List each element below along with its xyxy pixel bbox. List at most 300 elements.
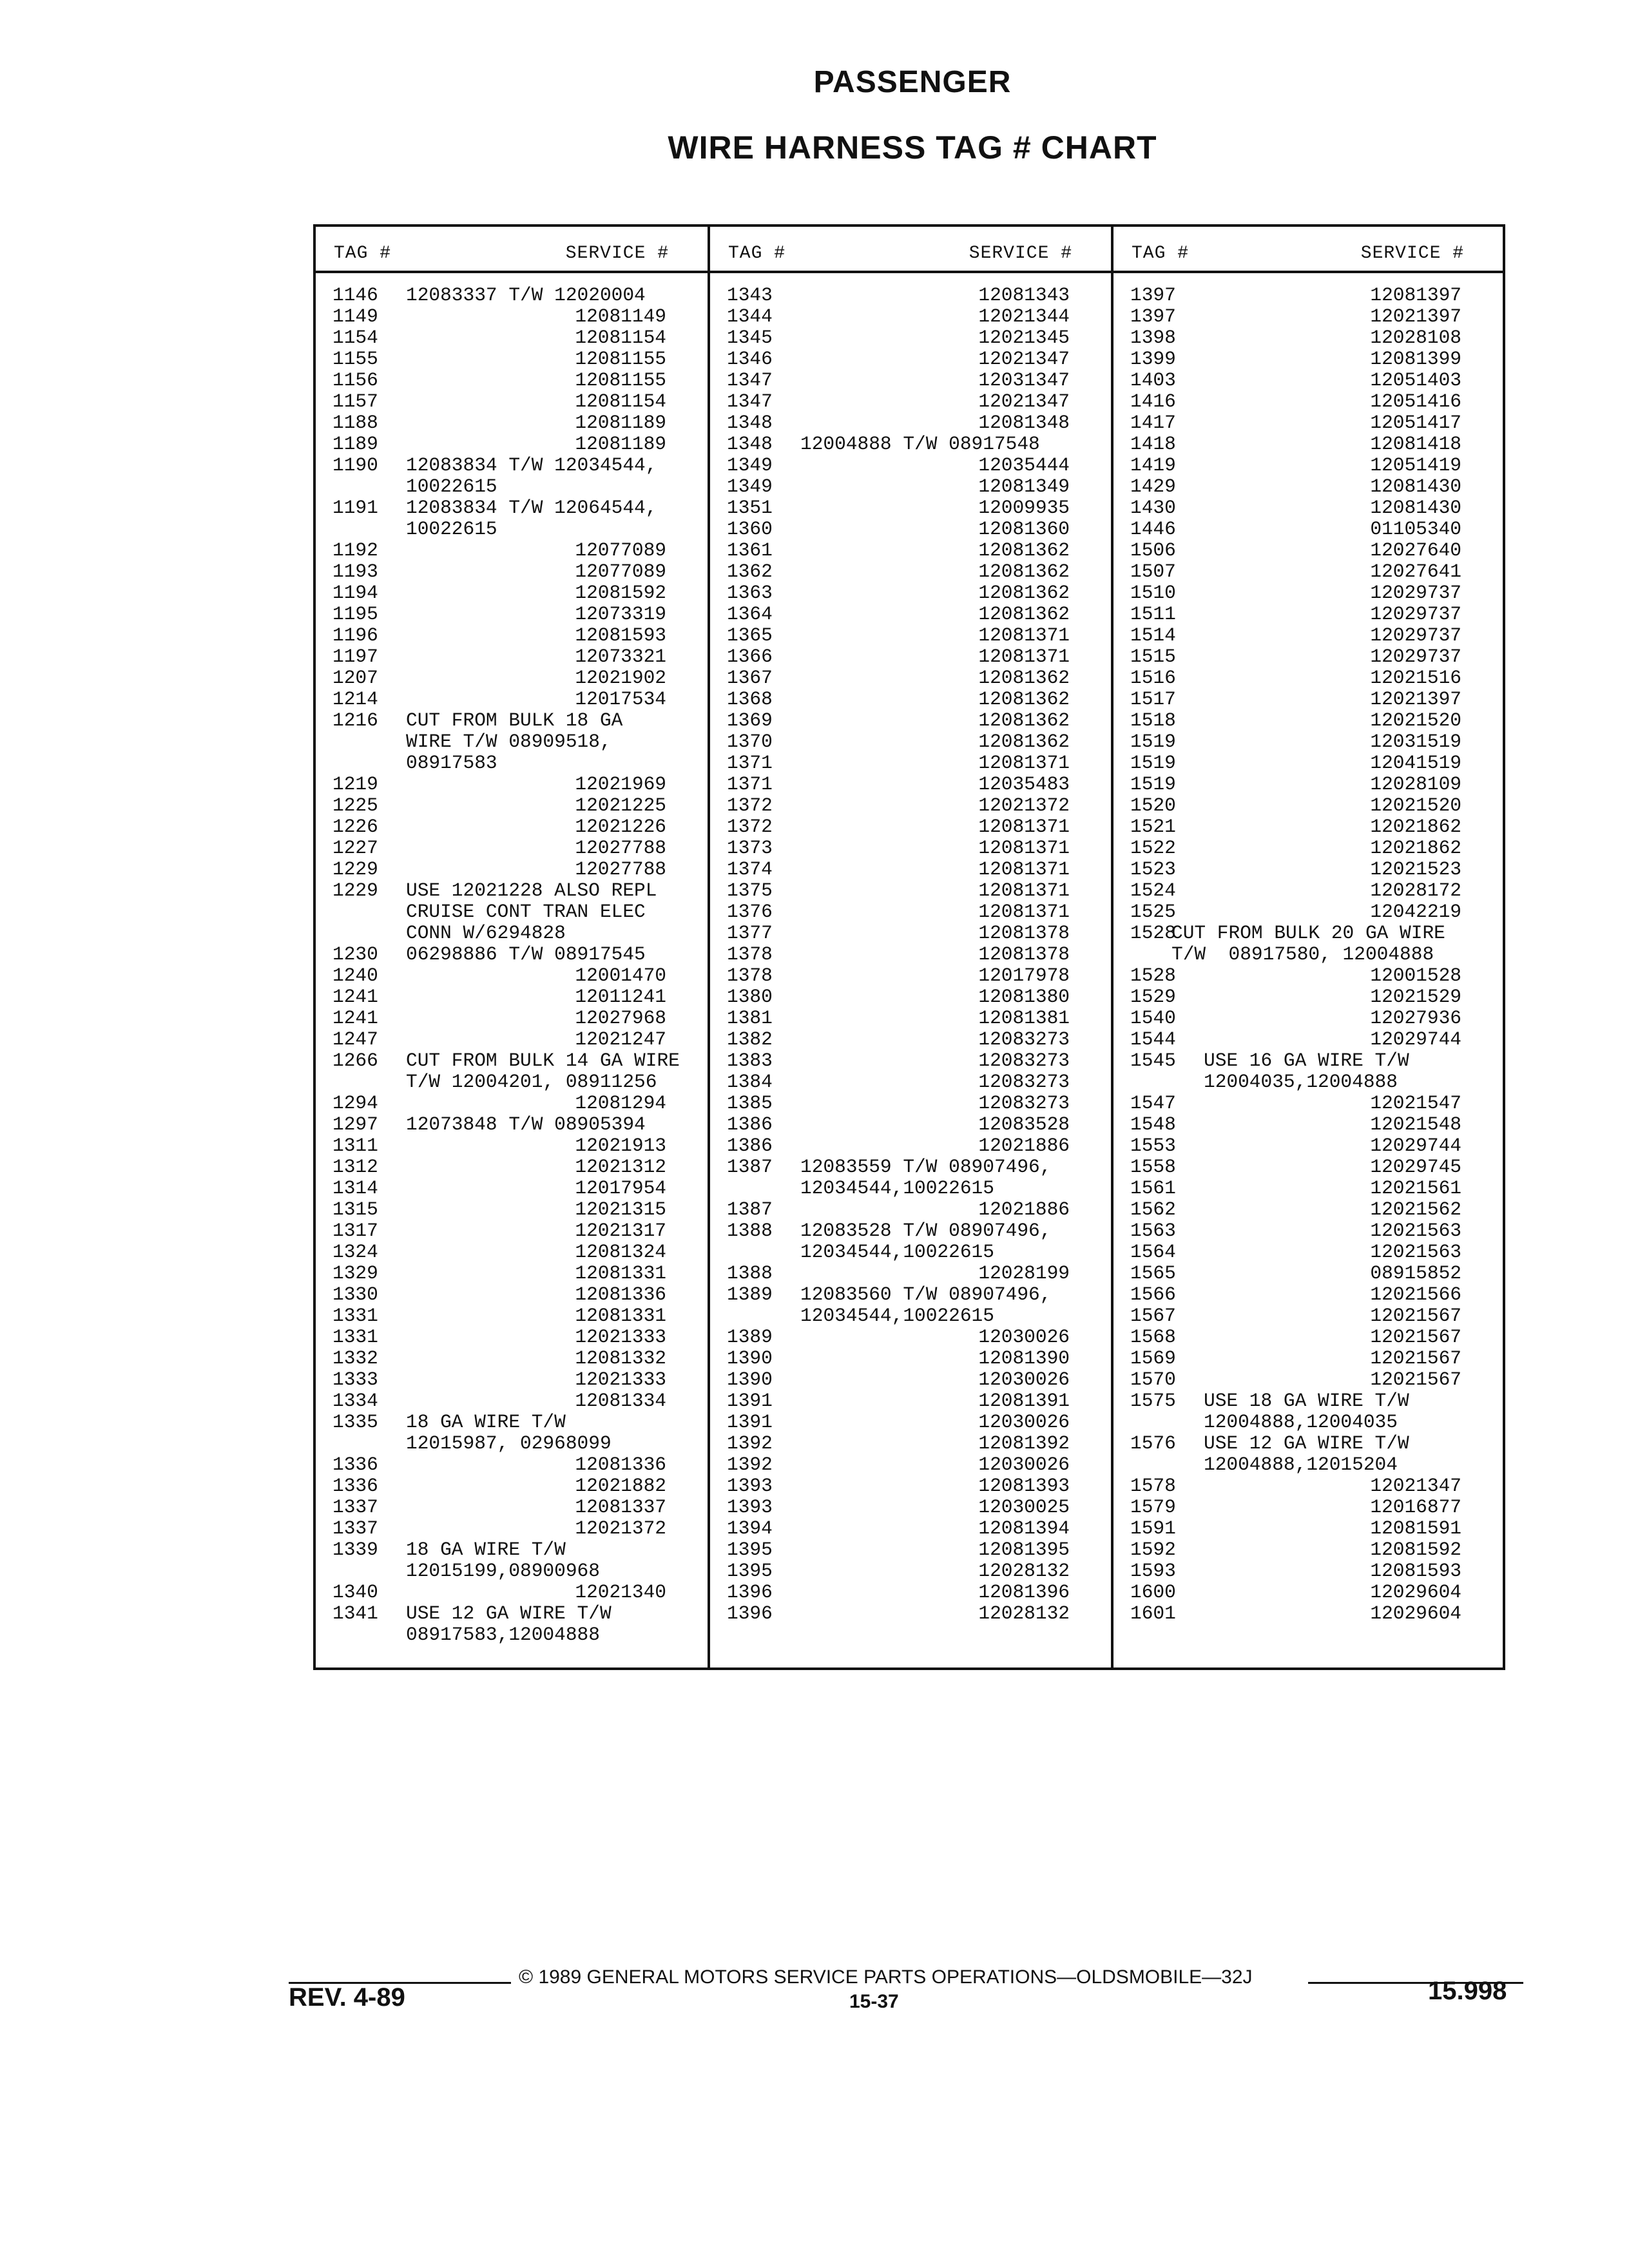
table-row [1113, 816, 1503, 838]
service-number: 12021523 [1370, 858, 1461, 880]
tag-number: 1446 [1130, 518, 1176, 540]
tag-number: 1315 [333, 1198, 378, 1220]
table-row [1113, 327, 1503, 349]
tag-number: 1540 [1130, 1007, 1176, 1029]
table-row [1113, 604, 1503, 625]
tag-number: 1506 [1130, 539, 1176, 561]
tag-number: 1570 [1130, 1369, 1176, 1390]
service-number: 12021333 [575, 1369, 666, 1390]
tag-number: 1510 [1130, 582, 1176, 604]
tag-number: 1579 [1130, 1496, 1176, 1518]
service-number: 12001528 [1370, 965, 1461, 986]
table-row [710, 1348, 1111, 1369]
tag-number: 1568 [1130, 1326, 1176, 1348]
tag-number: 1227 [333, 837, 378, 859]
tag-number: 1360 [727, 518, 773, 540]
service-number: 12081371 [978, 837, 1070, 859]
table-row [1113, 1433, 1503, 1454]
service-number: 12021561 [1370, 1177, 1461, 1199]
service-number: 12081189 [575, 433, 666, 455]
service-number: 12081362 [978, 582, 1070, 604]
tag-number: 1395 [727, 1560, 773, 1582]
table-row [710, 519, 1111, 540]
tag-number: 1241 [333, 1007, 378, 1029]
table-row [1113, 1305, 1503, 1327]
table-row [710, 731, 1111, 753]
tag-number: 1378 [727, 965, 773, 986]
table-row [710, 1539, 1111, 1561]
table-row [1113, 774, 1503, 795]
tag-number: 1146 [333, 284, 378, 306]
tag-number: 1525 [1130, 901, 1176, 923]
service-note: 12083337 T/W 12020004 [406, 284, 646, 306]
table-row [710, 923, 1111, 944]
table-row [316, 625, 708, 646]
tag-number: 1380 [727, 986, 773, 1008]
tag-number: 1519 [1130, 773, 1176, 795]
table-row [1113, 1582, 1503, 1603]
table-row [316, 476, 708, 497]
service-number: 12081362 [978, 667, 1070, 689]
service-note: 10022615 [406, 518, 497, 540]
table-row [710, 1433, 1111, 1454]
service-number: 12021529 [1370, 986, 1461, 1008]
service-note: 10022615 [406, 476, 497, 497]
service-number: 12021862 [1370, 837, 1461, 859]
service-number: 12081336 [575, 1454, 666, 1475]
table-row [710, 540, 1111, 561]
tag-number: 1563 [1130, 1220, 1176, 1242]
tag-number: 1369 [727, 709, 773, 731]
service-number: 12017978 [978, 965, 1070, 986]
tag-number: 1229 [333, 858, 378, 880]
service-number: 12029745 [1370, 1156, 1461, 1178]
tag-number: 1518 [1130, 709, 1176, 731]
tag-number: 1344 [727, 305, 773, 327]
service-note: 12083528 T/W 08907496, [800, 1220, 1052, 1242]
table-row [710, 1114, 1111, 1135]
service-note: 18 GA WIRE T/W [406, 1411, 566, 1433]
table-row [1113, 1157, 1503, 1178]
table-row [316, 1327, 708, 1348]
service-number: 12021969 [575, 773, 666, 795]
service-number: 12077089 [575, 539, 666, 561]
service-number: 12028132 [978, 1602, 1070, 1624]
table-row [1113, 859, 1503, 880]
table-row [710, 1263, 1111, 1284]
table-row [710, 774, 1111, 795]
tag-number: 1341 [333, 1602, 378, 1624]
tag-number: 1346 [727, 348, 773, 370]
service-number: 12073319 [575, 603, 666, 625]
tag-number: 1195 [333, 603, 378, 625]
tag-number: 1575 [1130, 1390, 1176, 1412]
table-row [1113, 795, 1503, 816]
service-number: 12028108 [1370, 327, 1461, 349]
tag-number: 1562 [1130, 1198, 1176, 1220]
service-number: 12081154 [575, 390, 666, 412]
tag-number: 1336 [333, 1454, 378, 1475]
service-number: 12021372 [575, 1517, 666, 1539]
tag-number: 1335 [333, 1411, 378, 1433]
table-row [316, 1624, 708, 1646]
tag-number: 1377 [727, 922, 773, 944]
table-row [316, 668, 708, 689]
service-number: 12021315 [575, 1198, 666, 1220]
service-number: 12081154 [575, 327, 666, 349]
service-number: 12081362 [978, 709, 1070, 731]
service-note: 12083834 T/W 12064544, [406, 497, 657, 519]
tag-number: 1395 [727, 1539, 773, 1561]
table-row [316, 1582, 708, 1603]
tag-number: 1566 [1130, 1283, 1176, 1305]
tag-number: 1336 [333, 1475, 378, 1497]
table-row [710, 1561, 1111, 1582]
service-number: 12021520 [1370, 709, 1461, 731]
service-number: 12081399 [1370, 348, 1461, 370]
service-number: 12021340 [575, 1581, 666, 1603]
service-number: 12021567 [1370, 1326, 1461, 1348]
service-number: 12021317 [575, 1220, 666, 1242]
table-row [710, 306, 1111, 327]
service-number: 12028199 [978, 1262, 1070, 1284]
table-row [316, 1072, 708, 1093]
service-number: 12021347 [978, 348, 1070, 370]
table-row [710, 1390, 1111, 1412]
table-row [316, 455, 708, 476]
service-number: 12027640 [1370, 539, 1461, 561]
tag-number: 1214 [333, 688, 378, 710]
service-number: 12081418 [1370, 433, 1461, 455]
table-row [316, 1412, 708, 1433]
table-row [316, 1135, 708, 1157]
service-note: 08917583 [406, 752, 497, 774]
table-row [316, 753, 708, 774]
header-service: SERVICE # [969, 244, 1072, 264]
tag-number: 1403 [1130, 369, 1176, 391]
service-number: 12081349 [978, 476, 1070, 497]
table-row [1113, 731, 1503, 753]
service-note: 12004888,12004035 [1204, 1411, 1398, 1433]
table-row [710, 1475, 1111, 1497]
service-note: CUT FROM BULK 14 GA WIRE [406, 1050, 680, 1072]
service-number: 12021397 [1370, 305, 1461, 327]
table-row [316, 880, 708, 901]
tag-number: 1430 [1130, 497, 1176, 519]
table-row [710, 349, 1111, 370]
table-row [316, 944, 708, 965]
tag-number: 1230 [333, 943, 378, 965]
service-number: 12021567 [1370, 1347, 1461, 1369]
tag-number: 1372 [727, 794, 773, 816]
service-number: 12021563 [1370, 1220, 1461, 1242]
service-number: 12021562 [1370, 1198, 1461, 1220]
table-row [316, 901, 708, 923]
table-row [710, 625, 1111, 646]
service-number: 12021567 [1370, 1305, 1461, 1327]
table-row [316, 646, 708, 668]
service-number: 12081394 [978, 1517, 1070, 1539]
table-row [710, 859, 1111, 880]
footer-section-number: 15.998 [1428, 1977, 1507, 2005]
tag-number: 1219 [333, 773, 378, 795]
table-row [316, 1220, 708, 1242]
tag-number: 1229 [333, 879, 378, 901]
table-row [316, 1433, 708, 1454]
table-row [316, 1390, 708, 1412]
tag-number: 1225 [333, 794, 378, 816]
service-number: 12028172 [1370, 879, 1461, 901]
service-number: 12081430 [1370, 476, 1461, 497]
table-row [710, 497, 1111, 519]
table-row [1113, 1539, 1503, 1561]
table-row [1113, 1369, 1503, 1390]
tag-number: 1317 [333, 1220, 378, 1242]
table-row [1113, 1093, 1503, 1114]
table-row [710, 604, 1111, 625]
service-number: 12081343 [978, 284, 1070, 306]
table-row [1113, 1603, 1503, 1624]
table-row [710, 1008, 1111, 1029]
service-number: 12083273 [978, 1050, 1070, 1072]
tag-number: 1191 [333, 497, 378, 519]
service-number: 12081371 [978, 752, 1070, 774]
table-row [1113, 986, 1503, 1008]
tag-number: 1349 [727, 454, 773, 476]
tag-number: 1366 [727, 646, 773, 668]
tag-number: 1382 [727, 1028, 773, 1050]
service-number: 12030026 [978, 1369, 1070, 1390]
tag-number: 1391 [727, 1411, 773, 1433]
service-note: 06298886 T/W 08917545 [406, 943, 646, 965]
tag-number: 1416 [1130, 390, 1176, 412]
table-row [710, 1603, 1111, 1624]
table-row [316, 412, 708, 434]
tag-number: 1362 [727, 561, 773, 582]
footer-revision: REV. 4-89 [289, 1983, 405, 2012]
table-row [316, 1539, 708, 1561]
table-row [710, 1093, 1111, 1114]
service-number: 12081378 [978, 922, 1070, 944]
tag-number: 1334 [333, 1390, 378, 1412]
table-row [316, 1475, 708, 1497]
table-row [1113, 1220, 1503, 1242]
service-number: 12083273 [978, 1092, 1070, 1114]
header-tag: TAG # [334, 244, 392, 264]
table-row [316, 391, 708, 412]
table-row [1113, 476, 1503, 497]
table-row [316, 1199, 708, 1220]
table-row [710, 710, 1111, 731]
tag-number: 1157 [333, 390, 378, 412]
service-note: USE 12021228 ALSO REPL [406, 879, 657, 901]
service-number: 12021547 [1370, 1092, 1461, 1114]
table-row [316, 306, 708, 327]
table-row [710, 1518, 1111, 1539]
tag-number: 1331 [333, 1305, 378, 1327]
service-number: 12081324 [575, 1241, 666, 1263]
tag-number: 1592 [1130, 1539, 1176, 1561]
service-number: 12081371 [978, 816, 1070, 838]
tag-number: 1519 [1130, 731, 1176, 753]
column-rows [1113, 273, 1503, 1624]
service-number: 12081593 [575, 624, 666, 646]
tag-number: 1376 [727, 901, 773, 923]
tag-number: 1547 [1130, 1092, 1176, 1114]
tag-number: 1417 [1130, 412, 1176, 434]
tag-number: 1393 [727, 1475, 773, 1497]
tag-number: 1345 [727, 327, 773, 349]
service-number: 12029744 [1370, 1135, 1461, 1157]
table-row [710, 880, 1111, 901]
footer-page-number: 15-37 [849, 1991, 899, 2012]
tag-number: 1523 [1130, 858, 1176, 880]
table-row [1113, 582, 1503, 604]
service-number: 12021862 [1370, 816, 1461, 838]
table-row [1113, 1029, 1503, 1050]
service-number: 12081348 [978, 412, 1070, 434]
service-note: 12015199,08900968 [406, 1560, 600, 1582]
table-row [1113, 1050, 1503, 1072]
tag-number: 1368 [727, 688, 773, 710]
table-row [710, 1305, 1111, 1327]
table-row [710, 1029, 1111, 1050]
service-number: 12030026 [978, 1326, 1070, 1348]
tag-number: 1371 [727, 773, 773, 795]
column-rows [710, 273, 1111, 1624]
table-row [1113, 370, 1503, 391]
service-number: 12027936 [1370, 1007, 1461, 1029]
service-number: 12021344 [978, 305, 1070, 327]
tag-number: 1241 [333, 986, 378, 1008]
service-number: 12081592 [1370, 1539, 1461, 1561]
service-number: 12021520 [1370, 794, 1461, 816]
service-number: 12081371 [978, 901, 1070, 923]
table-row [316, 1561, 708, 1582]
service-number: 12017954 [575, 1177, 666, 1199]
service-number: 12083273 [978, 1028, 1070, 1050]
table-row [316, 1454, 708, 1475]
table-row [710, 838, 1111, 859]
tag-number: 1312 [333, 1156, 378, 1178]
service-number: 12081378 [978, 943, 1070, 965]
table-row [316, 540, 708, 561]
table-row [316, 582, 708, 604]
table-row [316, 1284, 708, 1305]
service-number: 12009935 [978, 497, 1070, 519]
service-note: 12083560 T/W 08907496, [800, 1283, 1052, 1305]
table-column-1 [316, 224, 710, 1667]
table-row [1113, 901, 1503, 923]
tag-number: 1564 [1130, 1241, 1176, 1263]
tag-number: 1514 [1130, 624, 1176, 646]
table-row [710, 668, 1111, 689]
service-number: 12029737 [1370, 646, 1461, 668]
service-number: 12081390 [978, 1347, 1070, 1369]
service-number: 12081371 [978, 858, 1070, 880]
service-number: 12081332 [575, 1347, 666, 1369]
table-row [316, 519, 708, 540]
table-row [1113, 1561, 1503, 1582]
service-number: 12081331 [575, 1262, 666, 1284]
table-row [316, 1093, 708, 1114]
table-row [316, 923, 708, 944]
service-number: 12081591 [1370, 1517, 1461, 1539]
tag-number: 1389 [727, 1283, 773, 1305]
service-note: WIRE T/W 08909518, [406, 731, 612, 753]
tag-number: 1226 [333, 816, 378, 838]
table-row [710, 1412, 1111, 1433]
service-number: 12077089 [575, 561, 666, 582]
service-number: 12021913 [575, 1135, 666, 1157]
tag-number: 1393 [727, 1496, 773, 1518]
tag-number: 1419 [1130, 454, 1176, 476]
table-row [316, 1263, 708, 1284]
service-number: 12021882 [575, 1475, 666, 1497]
service-number: 12029604 [1370, 1581, 1461, 1603]
service-number: 01105340 [1370, 518, 1461, 540]
tag-number: 1370 [727, 731, 773, 753]
tag-number: 1216 [333, 709, 378, 731]
service-number: 12016877 [1370, 1496, 1461, 1518]
table-row [316, 1348, 708, 1369]
service-number: 12042219 [1370, 901, 1461, 923]
service-number: 12081371 [978, 879, 1070, 901]
service-number: 12081294 [575, 1092, 666, 1114]
tag-number: 1374 [727, 858, 773, 880]
tag-number: 1511 [1130, 603, 1176, 625]
tag-number: 1388 [727, 1220, 773, 1242]
table-row [1113, 965, 1503, 986]
service-number: 12001470 [575, 965, 666, 986]
table-row [316, 710, 708, 731]
table-row [1113, 1135, 1503, 1157]
service-number: 12021226 [575, 816, 666, 838]
service-note: USE 16 GA WIRE T/W [1204, 1050, 1409, 1072]
table-row [710, 1582, 1111, 1603]
table-row [1113, 668, 1503, 689]
tag-number: 1386 [727, 1113, 773, 1135]
tag-number: 1392 [727, 1432, 773, 1454]
table-row [1113, 1412, 1503, 1433]
service-number: 12021225 [575, 794, 666, 816]
footer-copyright: © 1989 GENERAL MOTORS SERVICE PARTS OPERATIONS—OLDSMOBILE—32J [519, 1966, 1253, 1988]
tag-number: 1337 [333, 1496, 378, 1518]
tag-number: 1240 [333, 965, 378, 986]
service-number: 12081381 [978, 1007, 1070, 1029]
service-number: 12030025 [978, 1496, 1070, 1518]
tag-number: 1507 [1130, 561, 1176, 582]
table-row [1113, 838, 1503, 859]
service-number: 12081362 [978, 561, 1070, 582]
tag-number: 1524 [1130, 879, 1176, 901]
tag-number: 1372 [727, 816, 773, 838]
service-number: 12021902 [575, 667, 666, 689]
tag-number: 1397 [1130, 284, 1176, 306]
tag-number: 1365 [727, 624, 773, 646]
tag-number: 1331 [333, 1326, 378, 1348]
service-number: 12081371 [978, 624, 1070, 646]
service-number: 12028109 [1370, 773, 1461, 795]
service-number: 12081337 [575, 1496, 666, 1518]
table-row [710, 1220, 1111, 1242]
service-number: 12021886 [978, 1198, 1070, 1220]
service-number: 08915852 [1370, 1262, 1461, 1284]
table-row [316, 1050, 708, 1072]
service-number: 12021548 [1370, 1113, 1461, 1135]
column-rows [316, 273, 708, 1646]
tag-number: 1364 [727, 603, 773, 625]
